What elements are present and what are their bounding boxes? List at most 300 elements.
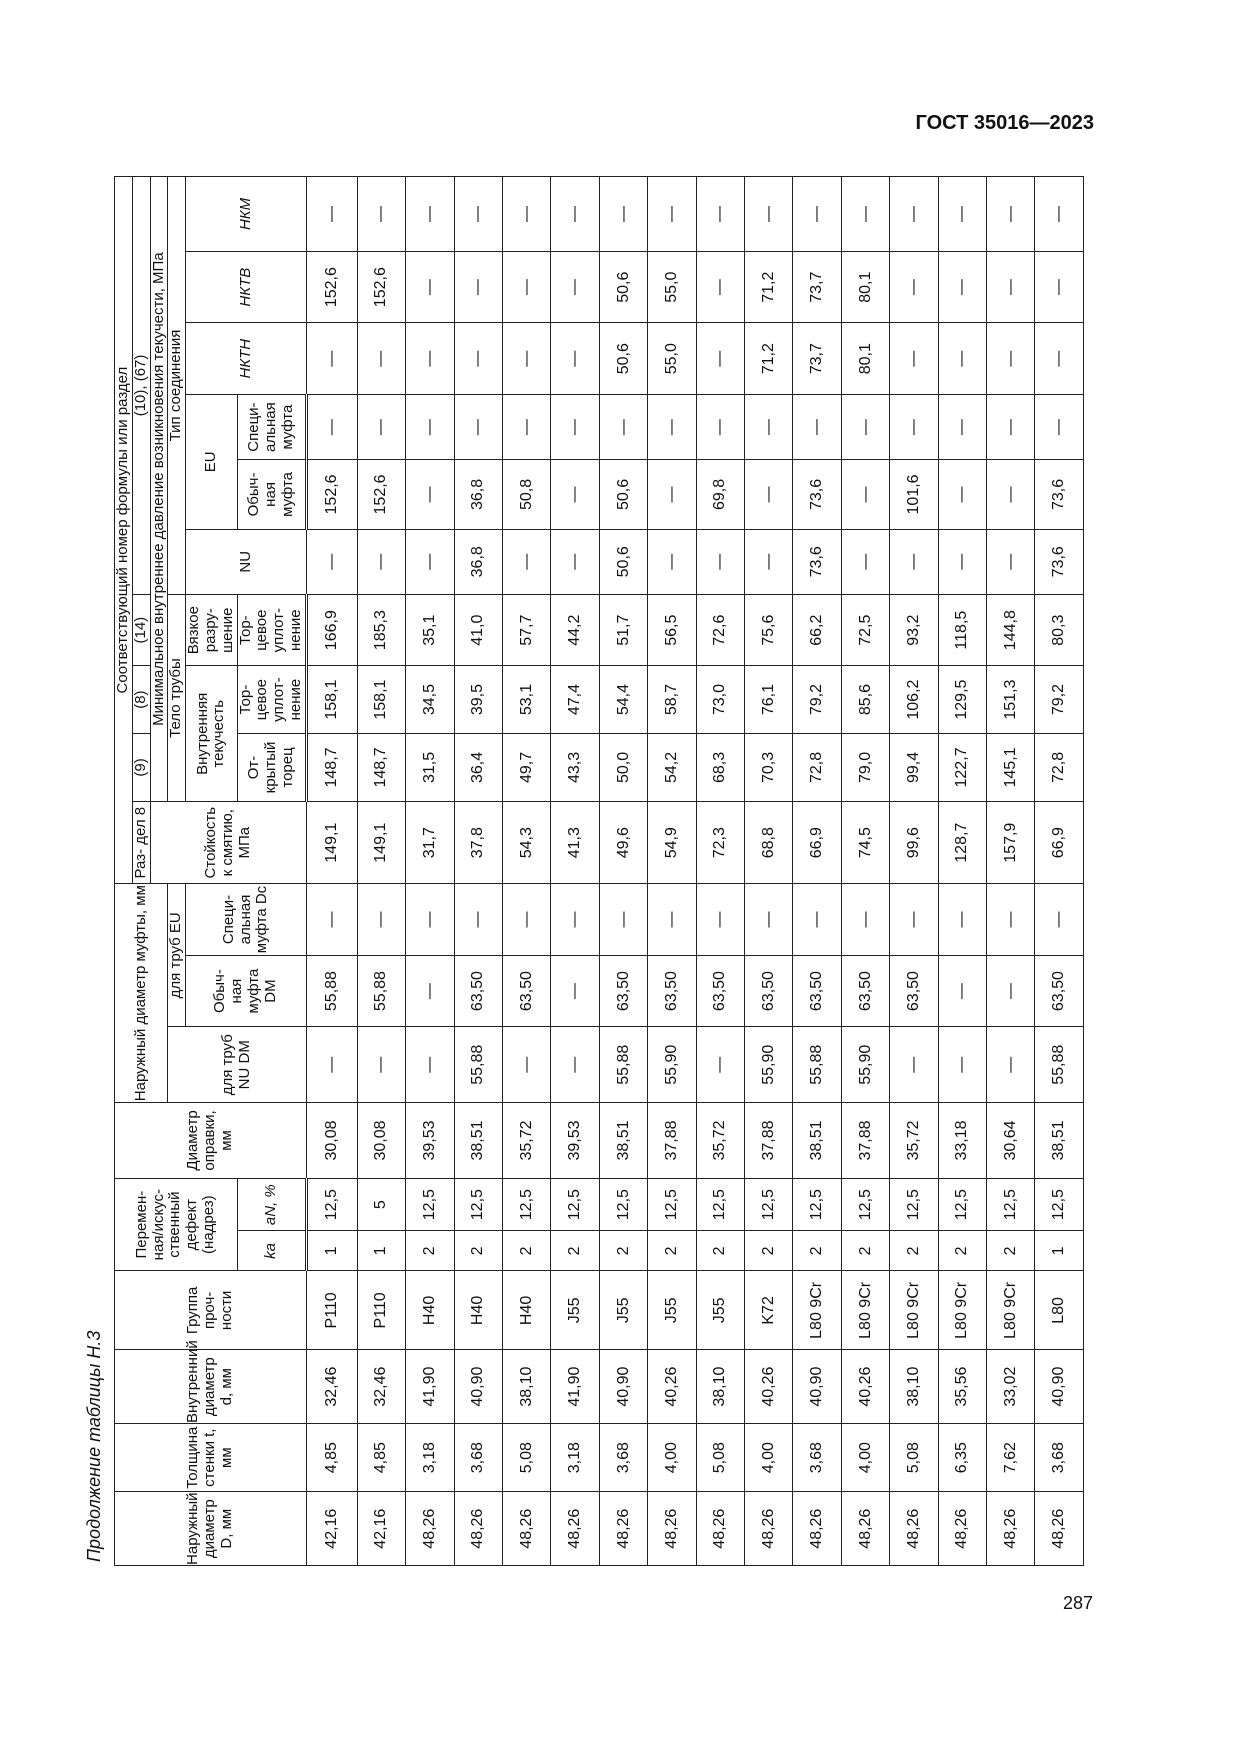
table-cell: 49,6 [599, 802, 647, 884]
header-inner-diameter: Внутренний диаметр d, мм [115, 1350, 307, 1424]
table-cell: 2 [744, 1231, 792, 1271]
table-cell: — [1035, 884, 1084, 956]
table-cell: — [406, 1027, 454, 1103]
table-cell: — [406, 323, 454, 395]
table-cell: 63,50 [841, 955, 889, 1027]
table-cell: — [357, 529, 405, 594]
table-cell: 63,50 [599, 955, 647, 1027]
table-cell: — [1035, 251, 1084, 323]
header-section-8: Раз- дел 8 [132, 802, 150, 884]
table-cell: 3,68 [793, 1423, 841, 1491]
table-cell: 6,35 [938, 1423, 986, 1491]
table-cell: 34,5 [406, 666, 454, 733]
table-cell: 12,5 [744, 1178, 792, 1231]
table-cell: 71,2 [744, 323, 792, 395]
table-cell: 50,8 [502, 460, 550, 529]
table-cell: — [406, 177, 454, 252]
document-code: ГОСТ 35016—2023 [915, 112, 1094, 134]
table-row [406, 177, 454, 1566]
header-pipe-body: Тело трубы [168, 594, 186, 801]
table-cell: H40 [454, 1271, 502, 1350]
table-cell: 50,6 [599, 251, 647, 323]
header-an: aN, % [237, 1178, 306, 1231]
table-cell: — [551, 460, 599, 529]
table-cell: 99,4 [890, 733, 938, 801]
header-open-end: От- крытый торец [237, 733, 306, 801]
table-cell: 157,9 [987, 802, 1035, 884]
table-cell: 38,10 [502, 1350, 550, 1424]
table-cell: 63,50 [696, 955, 744, 1027]
table-cell: 66,9 [793, 802, 841, 884]
table-cell: H40 [502, 1271, 550, 1350]
table-cell: 54,9 [648, 802, 696, 884]
table-cell: 1 [357, 1231, 405, 1271]
header-end-seal: Тор- цевое уплот- нение [237, 666, 306, 733]
table-cell: — [599, 884, 647, 956]
table-cell: K72 [744, 1271, 792, 1350]
table-cell: J55 [551, 1271, 599, 1350]
table-cell: L80 9Cr [793, 1271, 841, 1350]
table-cell: 71,2 [744, 251, 792, 323]
table-cell: — [1035, 177, 1084, 252]
table-cell: 57,7 [502, 594, 550, 666]
table-cell: 56,5 [648, 594, 696, 666]
table-cell: 72,8 [793, 733, 841, 801]
table-cell: 54,3 [502, 802, 550, 884]
table-cell: 48,26 [599, 1492, 647, 1566]
table-cell: 2 [696, 1231, 744, 1271]
table-cell: 38,51 [1035, 1103, 1084, 1179]
table-cell: — [306, 394, 357, 459]
table-cell: — [987, 884, 1035, 956]
table-cell: 66,2 [793, 594, 841, 666]
table-cell: 39,53 [551, 1103, 599, 1179]
table-cell: — [696, 1027, 744, 1103]
table-cell: 73,6 [793, 460, 841, 529]
table-cell: — [454, 394, 502, 459]
table-cell: 43,3 [551, 733, 599, 801]
table-cell: — [306, 177, 357, 252]
table-row [696, 177, 744, 1566]
table-cell: P110 [357, 1271, 405, 1350]
table-cell: 5,08 [696, 1423, 744, 1491]
table-cell: 80,3 [1035, 594, 1084, 666]
table-cell: 47,4 [551, 666, 599, 733]
table-cell: 30,64 [987, 1103, 1035, 1179]
table-cell: 35,72 [696, 1103, 744, 1179]
table-cell: 74,5 [841, 802, 889, 884]
table-cell: — [357, 1027, 405, 1103]
table-cell: — [696, 251, 744, 323]
header-eu: EU [186, 394, 237, 529]
table-cell: — [648, 529, 696, 594]
table-cell: 152,6 [306, 251, 357, 323]
table-cell: 49,7 [502, 733, 550, 801]
table-cell: 1 [306, 1231, 357, 1271]
table-row [306, 177, 357, 1566]
table-cell: 55,90 [744, 1027, 792, 1103]
table-row [744, 177, 792, 1566]
table-cell: 73,6 [793, 529, 841, 594]
table-cell: 76,1 [744, 666, 792, 733]
table-cell: 48,26 [551, 1492, 599, 1566]
table-row [987, 177, 1035, 1566]
table-cell: 129,5 [938, 666, 986, 733]
table-row [551, 177, 599, 1566]
table-cell: 166,9 [306, 594, 357, 666]
header-internal-yield: Внутренняя текучесть [186, 666, 237, 802]
table-cell: L80 9Cr [841, 1271, 889, 1350]
table-cell: 55,88 [306, 955, 357, 1027]
table-cell: 41,90 [551, 1350, 599, 1424]
table-cell: 73,0 [696, 666, 744, 733]
table-row [648, 177, 696, 1566]
table-cell: — [938, 394, 986, 459]
table-row [938, 177, 986, 1566]
table-cell: 80,1 [841, 323, 889, 395]
table-cell: 40,90 [1035, 1350, 1084, 1424]
table-cell: J55 [599, 1271, 647, 1350]
table-cell: — [987, 177, 1035, 252]
table-cell: 2 [938, 1231, 986, 1271]
table-cell: — [551, 884, 599, 956]
table-cell: — [696, 529, 744, 594]
table-cell: — [696, 323, 744, 395]
table-cell: 2 [502, 1231, 550, 1271]
table-cell: — [890, 884, 938, 956]
table-cell: 30,08 [357, 1103, 405, 1179]
table-cell: — [306, 529, 357, 594]
table-cell: 63,50 [454, 955, 502, 1027]
table-cell: — [551, 323, 599, 395]
table-cell: — [306, 1027, 357, 1103]
table-cell: — [406, 460, 454, 529]
table-cell: 2 [987, 1231, 1035, 1271]
table-cell: — [744, 460, 792, 529]
header-formula-14: (14) [132, 594, 150, 666]
header-eu-regular: Обыч- ная муфта [237, 460, 306, 529]
header-coupling-diameter: Наружный диаметр муфты, мм [115, 884, 168, 1103]
table-cell: — [841, 884, 889, 956]
table-cell: — [599, 394, 647, 459]
table-cell: 144,8 [987, 594, 1035, 666]
table-cell: 4,85 [306, 1423, 357, 1491]
header-nktn: НКТН [186, 323, 307, 395]
table-cell: 148,7 [306, 733, 357, 801]
table-cell: — [938, 251, 986, 323]
table-cell: 31,7 [406, 802, 454, 884]
header-min-internal-pressure: Минимальное внутреннее давление возникновения текучести, МПа [150, 177, 168, 802]
header-nktv: НКТВ [186, 251, 307, 323]
table-cell: 50,6 [599, 323, 647, 395]
table-cell: 152,6 [357, 251, 405, 323]
table-row [502, 177, 550, 1566]
table-cell: — [987, 323, 1035, 395]
table-cell: — [938, 323, 986, 395]
header-strength-group: Группа проч- ности [115, 1271, 307, 1350]
table-cell: 3,68 [599, 1423, 647, 1491]
table-cell: 72,8 [1035, 733, 1084, 801]
table-cell: — [406, 529, 454, 594]
table-cell: — [551, 177, 599, 252]
table-cell: 35,72 [502, 1103, 550, 1179]
table-cell: — [987, 955, 1035, 1027]
table-cell: 55,88 [1035, 1027, 1084, 1103]
table-cell: L80 [1035, 1271, 1084, 1350]
table-cell: 2 [454, 1231, 502, 1271]
table-cell: — [938, 529, 986, 594]
table-cell: 38,10 [696, 1350, 744, 1424]
table-cell: 35,72 [890, 1103, 938, 1179]
table-row [793, 177, 841, 1566]
table-cell: 149,1 [357, 802, 405, 884]
table-cell: 73,7 [793, 323, 841, 395]
table-cell: — [841, 177, 889, 252]
table-cell: 12,5 [648, 1178, 696, 1231]
table-cell: — [938, 955, 986, 1027]
table-cell: 38,51 [793, 1103, 841, 1179]
table-cell: 37,8 [454, 802, 502, 884]
table-cell: 48,26 [648, 1492, 696, 1566]
table-cell: — [502, 394, 550, 459]
table-cell: — [987, 1027, 1035, 1103]
table-cell: 41,0 [454, 594, 502, 666]
header-regular-coupling: Обыч- ная муфта DM [186, 955, 307, 1027]
header-formula-number: Соответствующий номер формулы или раздел [115, 177, 133, 884]
table-cell: — [551, 251, 599, 323]
table-cell: — [987, 460, 1035, 529]
table-cell: 55,0 [648, 251, 696, 323]
table-cell: — [502, 884, 550, 956]
header-nu-pipes: для труб NU DM [168, 1027, 306, 1103]
table-row [599, 177, 647, 1566]
table-cell: — [306, 323, 357, 395]
table-cell: — [502, 1027, 550, 1103]
table-cell: 2 [841, 1231, 889, 1271]
table-cell: 151,3 [987, 666, 1035, 733]
table-cell: 63,50 [793, 955, 841, 1027]
table-cell: — [841, 394, 889, 459]
table-cell: J55 [648, 1271, 696, 1350]
table-cell: 33,02 [987, 1350, 1035, 1424]
table-cell: 128,7 [938, 802, 986, 884]
table-cell: 3,18 [551, 1423, 599, 1491]
table-cell: — [987, 251, 1035, 323]
table-cell: 122,7 [938, 733, 986, 801]
table-cell: — [454, 177, 502, 252]
table-cell: 2 [599, 1231, 647, 1271]
table-cell: — [841, 529, 889, 594]
table-cell: 40,90 [454, 1350, 502, 1424]
table-cell: 185,3 [357, 594, 405, 666]
table-cell: 12,5 [502, 1178, 550, 1231]
table-cell: 36,8 [454, 460, 502, 529]
table-cell: 55,90 [841, 1027, 889, 1103]
table-cell: — [502, 251, 550, 323]
table-cell: — [357, 884, 405, 956]
table-cell: 4,00 [744, 1423, 792, 1491]
table-cell: 149,1 [306, 802, 357, 884]
header-formula-10-67: (10), (67) [132, 177, 150, 595]
table-cell: 4,85 [357, 1423, 405, 1491]
table-cell: 48,26 [987, 1492, 1035, 1566]
table-cell: 73,6 [1035, 529, 1084, 594]
table-cell: 42,16 [306, 1492, 357, 1566]
table-cell: 55,88 [357, 955, 405, 1027]
table-cell: — [987, 529, 1035, 594]
table-cell: 48,26 [744, 1492, 792, 1566]
header-nkm: НКМ [186, 177, 307, 252]
table-cell: 40,90 [599, 1350, 647, 1424]
table-cell: 79,0 [841, 733, 889, 801]
table-cell: 2 [793, 1231, 841, 1271]
table-cell: 2 [648, 1231, 696, 1271]
rotated-table-block [114, 176, 1084, 1566]
table-row [454, 177, 502, 1566]
table-cell: 42,16 [357, 1492, 405, 1566]
table-cell: — [306, 884, 357, 956]
table-cell: 58,7 [648, 666, 696, 733]
header-ka: ka [237, 1231, 306, 1271]
table-cell: — [357, 323, 405, 395]
table-cell: L80 9Cr [987, 1271, 1035, 1350]
table-cell: — [551, 394, 599, 459]
table-cell: — [890, 323, 938, 395]
table-cell: 63,50 [890, 955, 938, 1027]
table-cell: 50,6 [599, 529, 647, 594]
table-cell: 73,7 [793, 251, 841, 323]
table-cell: — [890, 1027, 938, 1103]
table-cell: 40,90 [793, 1350, 841, 1424]
table-cell: 63,50 [648, 955, 696, 1027]
table-cell: 48,26 [502, 1492, 550, 1566]
table-cell: 158,1 [306, 666, 357, 733]
table-body [306, 177, 1083, 1566]
table-cell: 41,3 [551, 802, 599, 884]
table-cell: 158,1 [357, 666, 405, 733]
header-defect: Перемен- ная/искус- ственный дефект (надрез) [115, 1178, 238, 1271]
header-ductile-failure: Вязкое разру- шение [186, 594, 237, 666]
table-cell: 101,6 [890, 460, 938, 529]
table-cell: 75,6 [744, 594, 792, 666]
table-cell: 12,5 [987, 1178, 1035, 1231]
table-cell: — [744, 394, 792, 459]
table-cell: 5,08 [502, 1423, 550, 1491]
table-row [890, 177, 938, 1566]
table-cell: 4,00 [841, 1423, 889, 1491]
table-cell: 99,6 [890, 802, 938, 884]
table-cell: 12,5 [306, 1178, 357, 1231]
table-cell: — [406, 884, 454, 956]
table-cell: — [648, 460, 696, 529]
table-cell: 3,68 [1035, 1423, 1084, 1491]
page-number: 287 [1063, 1593, 1094, 1613]
table-cell: — [890, 529, 938, 594]
table-cell: 38,51 [599, 1103, 647, 1179]
table-cell: 79,2 [793, 666, 841, 733]
table-cell: 5 [357, 1178, 405, 1231]
table-cell: 55,0 [648, 323, 696, 395]
table-cell: — [502, 323, 550, 395]
header-connection-type: Тип соединения [168, 177, 186, 595]
data-table [114, 176, 1084, 1566]
table-cell: 12,5 [406, 1178, 454, 1231]
table-cell: 72,3 [696, 802, 744, 884]
table-cell: 118,5 [938, 594, 986, 666]
table-cell: 68,8 [744, 802, 792, 884]
header-mandrel-diameter: Диаметр оправки, мм [115, 1103, 307, 1179]
table-cell: 1 [1035, 1231, 1084, 1271]
table-cell: 12,5 [454, 1178, 502, 1231]
table-cell: — [502, 177, 550, 252]
table-cell: 63,50 [744, 955, 792, 1027]
table-cell: — [793, 177, 841, 252]
table-row [1035, 177, 1084, 1566]
table-cell: 55,90 [648, 1027, 696, 1103]
table-cell: — [406, 251, 454, 323]
table-cell: — [357, 394, 405, 459]
table-cell: 44,2 [551, 594, 599, 666]
table-cell: 12,5 [938, 1178, 986, 1231]
table-cell: 50,6 [599, 460, 647, 529]
table-cell: 12,5 [793, 1178, 841, 1231]
table-cell: 12,5 [841, 1178, 889, 1231]
table-row [357, 177, 405, 1566]
table-cell: 54,2 [648, 733, 696, 801]
table-cell: 2 [406, 1231, 454, 1271]
table-cell: 12,5 [890, 1178, 938, 1231]
table-cell: — [1035, 394, 1084, 459]
table-cell: — [744, 177, 792, 252]
table-cell: 55,88 [454, 1027, 502, 1103]
header-special-coupling: Специ- альная муфта Dc [186, 884, 307, 956]
header-end-seal-ductile: Тор- цевое уплот- нение [237, 594, 306, 666]
table-cell: 40,26 [648, 1350, 696, 1424]
table-cell: 3,18 [406, 1423, 454, 1491]
table-cell: L80 9Cr [938, 1271, 986, 1350]
table-cell: 48,26 [890, 1492, 938, 1566]
table-cell: 7,62 [987, 1423, 1035, 1491]
table-cell: 36,8 [454, 529, 502, 594]
table-row [841, 177, 889, 1566]
table-cell: P110 [306, 1271, 357, 1350]
table-cell: 39,5 [454, 666, 502, 733]
table-cell: 33,18 [938, 1103, 986, 1179]
table-cell: 35,56 [938, 1350, 986, 1424]
table-cell: 48,26 [938, 1492, 986, 1566]
header-nu: NU [186, 529, 307, 594]
table-cell: 12,5 [551, 1178, 599, 1231]
table-cell: 148,7 [357, 733, 405, 801]
table-cell: — [648, 394, 696, 459]
table-cell: L80 9Cr [890, 1271, 938, 1350]
table-cell: — [406, 394, 454, 459]
table-cell: 38,10 [890, 1350, 938, 1424]
table-cell: 69,8 [696, 460, 744, 529]
table-cell: 70,3 [744, 733, 792, 801]
table-cell: 32,46 [357, 1350, 405, 1424]
table-cell: — [551, 529, 599, 594]
table-cell: H40 [406, 1271, 454, 1350]
header-eu-special: Специ- альная муфта [237, 394, 306, 459]
table-cell: 73,6 [1035, 460, 1084, 529]
table-caption: Продолжение таблицы Н.3 [84, 1330, 104, 1562]
table-cell: 40,26 [841, 1350, 889, 1424]
table-cell: 41,90 [406, 1350, 454, 1424]
table-cell: — [648, 884, 696, 956]
table-cell: 55,88 [599, 1027, 647, 1103]
table-cell: 152,6 [357, 460, 405, 529]
